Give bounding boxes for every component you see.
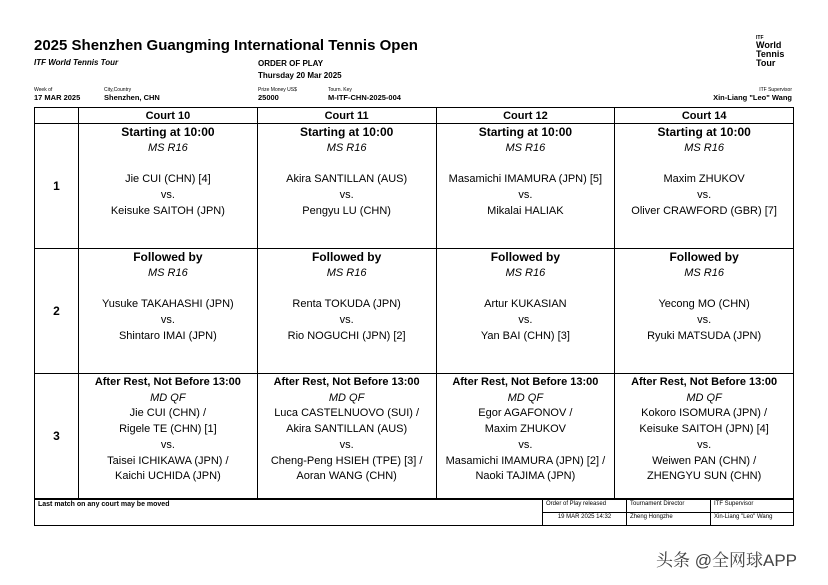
versus-label: vs.	[160, 438, 175, 451]
match-start-time: After Rest, Not Before 13:00	[273, 376, 420, 388]
week-value: 17 MAR 2025	[34, 93, 81, 102]
city-label: City,Country	[104, 87, 132, 93]
match-start-time: After Rest, Not Before 13:00	[631, 376, 778, 388]
versus-label: vs.	[697, 438, 712, 451]
play-date: Thursday 20 Mar 2025	[258, 71, 342, 80]
match-cell	[79, 249, 258, 374]
match-round: MD QF	[507, 391, 544, 404]
versus-label: vs.	[518, 188, 533, 201]
court-header: Court 10	[79, 108, 258, 124]
key-value: M-ITF-CHN-2025-004	[328, 93, 401, 102]
player-name: Cheng-Peng HSIEH (TPE) [3] /	[270, 454, 423, 467]
match-round: MS R16	[326, 266, 367, 279]
row-number: 3	[35, 374, 79, 499]
week-label: Week of	[34, 87, 53, 93]
court-header: Court 12	[436, 108, 615, 124]
meta-tourn-key	[328, 87, 401, 102]
player-name: Keisuke SAITOH (JPN)	[110, 204, 225, 217]
spacer	[437, 281, 615, 297]
tournament-title: 2025 Shenzhen Guangming International Tennis Open	[34, 37, 418, 54]
corner-cell	[35, 108, 79, 124]
match-round: MD QF	[328, 391, 365, 404]
match-round: MS R16	[505, 266, 546, 279]
footer-table	[34, 499, 794, 526]
prize-value: 25000	[258, 93, 279, 102]
versus-label: vs.	[339, 188, 354, 201]
director-value: Zheng Hongzhe	[627, 513, 711, 526]
match-start-time: Followed by	[133, 250, 203, 264]
match-cell	[615, 124, 794, 249]
player-name: Naoki TAJIMA (JPN)	[475, 470, 576, 483]
court-header: Court 11	[257, 108, 436, 124]
versus-label: vs.	[518, 438, 533, 451]
player-name: Ryuki MATSUDA (JPN)	[647, 329, 762, 342]
match-start-time: After Rest, Not Before 13:00	[452, 376, 599, 388]
spacer	[437, 156, 615, 172]
itf-world-tennis-tour-logo	[756, 35, 796, 71]
supervisor-label: ITF Supervisor	[759, 87, 792, 93]
player-name: Weiwen PAN (CHN) /	[652, 454, 757, 467]
logo-line-3: Tour	[756, 58, 776, 68]
versus-label: vs.	[518, 313, 533, 326]
match-cell	[79, 124, 258, 249]
spacer	[615, 156, 793, 172]
player-name: Oliver CRAWFORD (GBR) [7]	[631, 204, 777, 217]
player-name: Aoran WANG (CHN)	[296, 470, 397, 483]
schedule-row	[35, 124, 794, 249]
spacer	[79, 281, 257, 297]
order-of-play-table	[34, 107, 794, 499]
player-name: Egor AGAFONOV /	[478, 407, 573, 420]
match-round: MD QF	[150, 391, 186, 404]
row-number: 1	[35, 124, 79, 249]
player-name: Masamichi IMAMURA (JPN) [5]	[448, 173, 603, 186]
supervisor-value: Xin-Liang "Leo" Wang	[713, 93, 792, 102]
player-name: Jie CUI (CHN) /	[129, 407, 207, 420]
match-round: MS R16	[148, 141, 188, 154]
match-round: MD QF	[686, 391, 722, 404]
match-cell	[257, 249, 436, 374]
player-name: Rigele TE (CHN) [1]	[119, 423, 217, 436]
match-cell	[257, 374, 436, 499]
footer-supervisor-value: Xin-Liang "Leo" Wang	[711, 513, 794, 526]
player-name: Rio NOGUCHI (JPN) [2]	[287, 329, 406, 342]
player-name: Shintaro IMAI (JPN)	[118, 329, 217, 342]
player-name: Keisuke SAITOH (JPN) [4]	[639, 423, 769, 436]
director-label: Tournament Director	[627, 500, 711, 513]
spacer	[615, 281, 793, 297]
versus-label: vs.	[160, 188, 175, 201]
city-value: Shenzhen, CHN	[104, 93, 160, 102]
versus-label: vs.	[697, 188, 712, 201]
player-name: Yusuke TAKAHASHI (JPN)	[102, 298, 234, 311]
match-round: MS R16	[505, 141, 546, 154]
footer-note: Last match on any court may be moved	[35, 500, 543, 526]
match-start-time: Starting at 10:00	[657, 125, 751, 139]
match-start-time: After Rest, Not Before 13:00	[94, 376, 241, 388]
meta-supervisor	[713, 87, 792, 102]
player-name: Taisei ICHIKAWA (JPN) /	[107, 454, 229, 467]
footer-supervisor-label: ITF Supervisor	[711, 500, 794, 513]
watermark: 头条 @全网球APP	[656, 551, 797, 570]
player-name: Jie CUI (CHN) [4]	[125, 173, 211, 186]
schedule-row	[35, 374, 794, 499]
player-name: Yecong MO (CHN)	[658, 298, 750, 311]
versus-label: vs.	[697, 313, 712, 326]
player-name: Maxim ZHUKOV	[663, 173, 745, 186]
schedule-row	[35, 249, 794, 374]
player-name: Masamichi IMAMURA (JPN) [2] /	[445, 454, 606, 467]
player-name: ZHENGYU SUN (CHN)	[646, 470, 762, 483]
match-round: MS R16	[326, 141, 367, 154]
player-name: Akira SANTILLAN (AUS)	[286, 173, 408, 186]
player-name: Artur KUKASIAN	[484, 298, 567, 311]
meta-week	[34, 87, 80, 102]
player-name: Kaichi UCHIDA (JPN)	[115, 470, 221, 483]
match-cell	[436, 374, 615, 499]
player-name: Renta TOKUDA (JPN)	[292, 298, 401, 311]
match-start-time: Starting at 10:00	[478, 125, 573, 139]
logo-line-1: World	[756, 40, 782, 50]
match-start-time: Followed by	[669, 250, 739, 264]
meta-city	[104, 87, 160, 102]
match-cell	[436, 124, 615, 249]
match-cell	[436, 249, 615, 374]
player-name: Akira SANTILLAN (AUS)	[286, 423, 408, 436]
versus-label: vs.	[339, 313, 354, 326]
player-name: Yan BAI (CHN) [3]	[480, 329, 570, 342]
order-of-play-label: ORDER OF PLAY	[258, 59, 324, 68]
schedule-body	[35, 124, 794, 499]
match-start-time: Starting at 10:00	[121, 125, 215, 139]
player-name: Mikalai HALIAK	[487, 204, 564, 217]
meta-prize	[258, 87, 297, 102]
match-start-time: Followed by	[490, 250, 561, 264]
released-value: 19 MAR 2025 14:32	[543, 513, 627, 526]
spacer	[258, 156, 436, 172]
tour-name: ITF World Tennis Tour	[34, 58, 119, 67]
match-cell	[615, 249, 794, 374]
match-start-time: Followed by	[311, 250, 382, 264]
logo-line-2: Tennis	[756, 49, 785, 59]
match-cell	[257, 124, 436, 249]
spacer	[258, 281, 436, 297]
player-name: Pengyu LU (CHN)	[302, 204, 391, 217]
key-label: Tourn. Key	[328, 87, 352, 93]
match-round: MS R16	[684, 266, 724, 279]
match-cell	[79, 374, 258, 499]
match-cell	[615, 374, 794, 499]
court-header-row	[35, 108, 794, 124]
player-name: Maxim ZHUKOV	[484, 423, 567, 436]
order-of-play-heading	[258, 58, 342, 82]
released-label: Order of Play released	[543, 500, 627, 513]
match-round: MS R16	[148, 266, 188, 279]
row-number: 2	[35, 249, 79, 374]
match-start-time: Starting at 10:00	[299, 125, 394, 139]
court-header: Court 14	[615, 108, 794, 124]
match-round: MS R16	[684, 141, 724, 154]
logo-itf-text: ITF	[756, 35, 764, 41]
spacer	[79, 156, 257, 172]
versus-label: vs.	[160, 313, 175, 326]
player-name: Kokoro ISOMURA (JPN) /	[641, 407, 768, 420]
prize-label: Prize Money US$	[258, 87, 297, 93]
versus-label: vs.	[339, 438, 354, 451]
player-name: Luca CASTELNUOVO (SUI) /	[274, 407, 420, 420]
